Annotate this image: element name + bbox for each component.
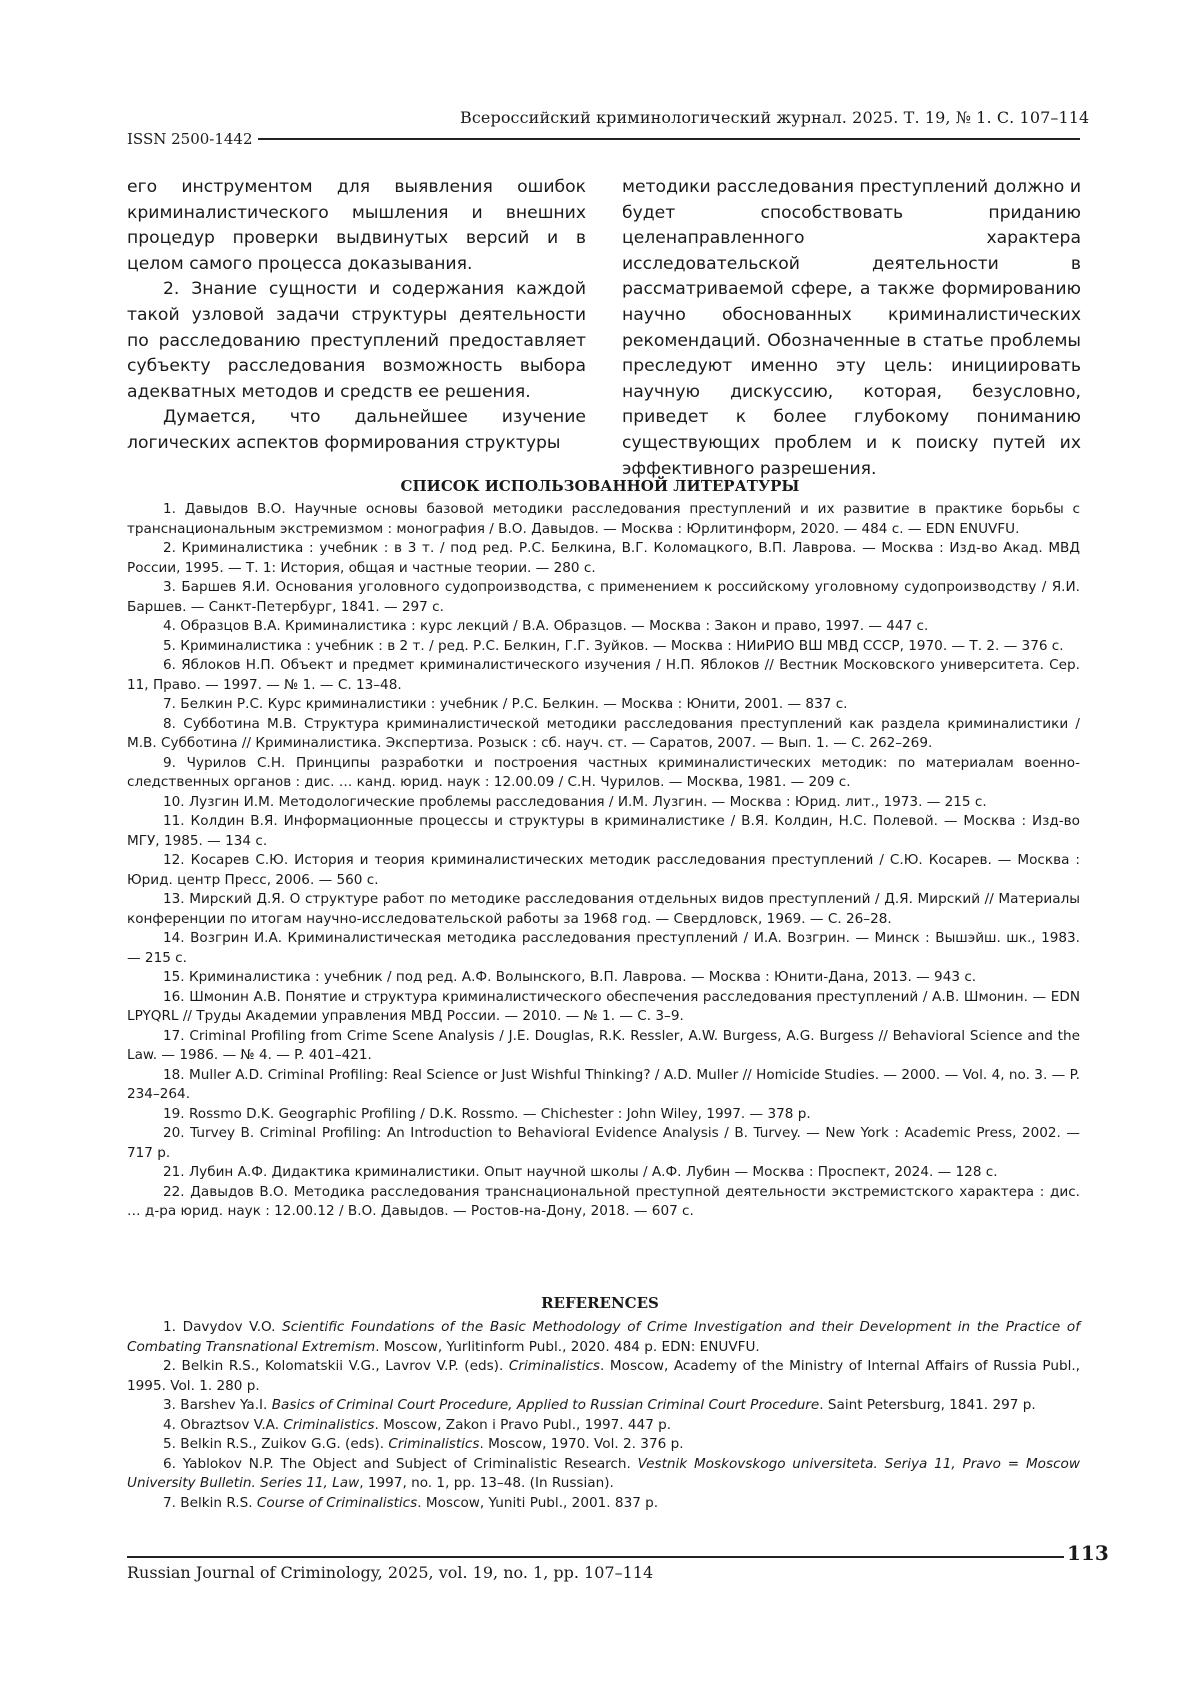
reference-title: Scientific Foundations of the Basic Methodology of Crime Investigation and their Development in the Practice of Combating Transnational Extremism [127, 1319, 1080, 1355]
reference-title: Course of Criminalistics [256, 1494, 418, 1511]
references-ru-list [127, 500, 1080, 1222]
reference-item: 9. Чурилов С.Н. Принципы разработки и построения частных криминалистических методик: по материалам военно-следственных органов : дис. … канд. юрид. наук : 12.00.09 / С.Н. Чурилов. — Москва, 1981. — 209 с. [127, 754, 1080, 790]
body-paragraph: его инструментом для выявления ошибок криминалистического мышления и внешних процедур проверки выдвинутых версий и в целом самого процесса доказывания. [127, 177, 586, 274]
reference-item: 12. Косарев С.Ю. История и теория криминалистических методик расследования преступлений / С.Ю. Косарев. — Москва : Юрид. центр Пресс, 2006. — 560 с. [127, 852, 1080, 888]
reference-item: 3. Баршев Я.И. Основания уголовного судопроизводства, с применением к российскому уголовному судопроизводству / Я.И. Баршев. — Санкт-Петербург, 1841. — 297 с. [127, 579, 1080, 615]
reference-item: 6. Яблоков Н.П. Объект и предмет криминалистического изучения / Н.П. Яблоков // Вестник Московского университета. Сер. 11, Право. — 1997. — № 1. — С. 13–48. [127, 657, 1080, 693]
issn-label: ISSN 2500-1442 [127, 130, 253, 148]
header-rule [258, 138, 1080, 140]
page-number: 113 [1067, 1541, 1109, 1565]
reference-item: 1. Давыдов В.О. Научные основы базовой методики расследования преступлений и их развитие в практике борьбы с транснациональным экстремизмом : монография / В.О. Давыдов. — Москва : Юрлитинформ, 2020. — 484 с. — EDN ENUVFU. [127, 501, 1080, 537]
reference-item: 5. Belkin R.S., Zuikov G.G. (eds). Criminalistics. Moscow, 1970. Vol. 2. 376 p. [163, 1436, 684, 1452]
reference-item: 11. Колдин В.Я. Информационные процессы и структуры в криминалистике / В.Я. Колдин, Н.С. Полевой. — Москва : Изд-во МГУ, 1985. — 134 с. [127, 813, 1080, 849]
reference-title: Criminalistics [508, 1358, 601, 1374]
reference-item: 4. Образцов В.А. Криминалистика : курс лекций / В.А. Образцов. — Москва : Закон и право, 1997. — 447 с. [163, 618, 929, 634]
reference-item: 2. Криминалистика : учебник : в 3 т. / под ред. Р.С. Белкина, В.Г. Коломацкого, В.П. Лаврова. — Москва : Изд-во Акад. МВД России, 1995. — Т. 1: История, общая и частные теории. — 280 с. [127, 540, 1080, 576]
body-paragraph: методики расследования преступлений должно и будет способствовать приданию целенаправленного характера исследовательской деятельности в рассматриваемой сфере, а также формированию научно обоснованных криминалистических рекомендаций. Обозначенные в статье проблемы преследуют именно эту цель: инициировать научную дискуссию, которая, безусловно, приведет к более глубокому пониманию существующих проблем и к поиску путей их эффективного разрешения. [622, 177, 1081, 479]
reference-item: 7. Belkin R.S. Course of Criminalistics. Moscow, Yuniti Publ., 2001. 837 p. [163, 1494, 659, 1511]
reference-item: 22. Давыдов В.О. Методика расследования транснациональной преступной деятельности экстремистского характера : дис. … д-ра юрид. наук : 12.00.12 / В.О. Давыдов. — Ростов-на-Дону, 2018. — 607 с. [127, 1183, 1080, 1219]
body-paragraph: 2. Знание сущности и содержания каждой такой узловой задачи структуры деятельности по расследованию преступлений предоставляет субъекту расследования возможность выбора адекватных методов и средств ее решения. [127, 279, 586, 402]
reference-item: 18. Muller A.D. Criminal Profiling: Real Science or Just Wishful Thinking? / A.D. Muller // Homicide Studies. — 2000. — Vol. 4, no. 3. — P. 234–264. [127, 1066, 1080, 1102]
reference-item: 5. Криминалистика : учебник : в 2 т. / ред. Р.С. Белкин, Г.Г. Зуйков. — Москва : НИиРИО ВШ МВД СССР, 1970. — Т. 2. — 376 с. [163, 637, 1064, 654]
body-column-right [622, 175, 1081, 482]
body-column-left [127, 175, 586, 457]
reference-item: 16. Шмонин А.В. Понятие и структура криминалистического обеспечения расследования преступлений / А.В. Шмонин. — EDN LPYQRL // Труды Академии управления МВД России. — 2010. — № 1. — С. 3–9. [127, 988, 1080, 1024]
reference-item: 7. Белкин Р.С. Курс криминалистики : учебник / Р.С. Белкин. — Москва : Юнити, 2001. — 837 с. [163, 696, 848, 712]
reference-item: 21. Лубин А.Ф. Дидактика криминалистики. Опыт научной школы / А.Ф. Лубин — Москва : Проспект, 2024. — 128 с. [163, 1164, 998, 1180]
reference-title: Criminalistics [388, 1436, 480, 1452]
reference-item: 8. Субботина М.В. Структура криминалистической методики расследования преступлений как раздела криминалистики / М.В. Субботина // Криминалистика. Экспертиза. Розыск : сб. науч. ст. — Саратов, 2007. — Вып. 1. — С. 262–269. [127, 715, 1080, 751]
reference-title: Vestnik Moskovskogo universiteta. Seriya 11, Pravo = Moscow University Bulletin. Series 11, Law [127, 1455, 1080, 1491]
reference-item: 17. Criminal Profiling from Crime Scene Analysis / J.E. Douglas, R.K. Ressler, A.W. Burgess, A.G. Burgess // Behavioral Science and the Law. — 1986. — № 4. — P. 401–421. [127, 1027, 1080, 1063]
reference-item: 6. Yablokov N.P. The Object and Subject of Criminalistic Research. Vestnik Moskovskogo universiteta. Seriya 11, Pravo = Moscow University Bulletin. Series 11, Law, 1997, no. 1, pp. 13–48. (In Russian). [127, 1455, 1080, 1491]
references-en-title: REFERENCES [541, 1294, 659, 1312]
reference-item: 3. Barshev Ya.I. Basics of Criminal Court Procedure, Applied to Russian Criminal Court Procedure. Saint Petersburg, 1841. 297 p. [163, 1397, 1036, 1413]
reference-title: Basics of Criminal Court Procedure, Applied to Russian Criminal Court Procedure [271, 1397, 820, 1413]
references-en-list [127, 1318, 1080, 1513]
references-ru-title: СПИСОК ИСПОЛЬЗОВАННОЙ ЛИТЕРАТУРЫ [400, 477, 800, 495]
reference-item: 2. Belkin R.S., Kolomatskii V.G., Lavrov V.P. (eds). Criminalistics. Moscow, Academy of the Ministry of Internal Affairs of Russia Publ., 1995. Vol. 1. 280 p. [127, 1358, 1080, 1394]
reference-item: 20. Turvey B. Criminal Profiling: An Introduction to Behavioral Evidence Analysis / B. Turvey. — New York : Academic Press, 2002. — 717 p. [127, 1125, 1080, 1161]
reference-item: 10. Лузгин И.М. Методологические проблемы расследования / И.М. Лузгин. — Москва : Юрид. лит., 1973. — 215 с. [163, 793, 987, 810]
running-header-journal: Всероссийский криминологический журнал. 2025. Т. 19, № 1. С. 107–114 [460, 108, 1090, 127]
reference-item: 15. Криминалистика : учебник / под ред. А.Ф. Волынского, В.П. Лаврова. — Москва : Юнити-Дана, 2013. — 943 с. [163, 969, 977, 985]
body-paragraph: Думается, что дальнейшее изучение логических аспектов формирования структуры [127, 407, 586, 453]
reference-item: 4. Obraztsov V.A. Criminalistics. Moscow, Zakon i Pravo Publ., 1997. 447 p. [163, 1416, 672, 1433]
reference-item: 14. Возгрин И.А. Криминалистическая методика расследования преступлений / И.А. Возгрин. — Минск : Вышэйш. шк., 1983. — 215 с. [127, 930, 1080, 966]
reference-item: 1. Davydov V.O. Scientific Foundations of the Basic Methodology of Crime Investigation and their Development in the Practice of Combating Transnational Extremism. Moscow, Yurlitinform Publ., 2020. 484 p. EDN: ENUVFU. [127, 1319, 1080, 1355]
footer-rule [127, 1556, 1064, 1558]
reference-item: 13. Мирский Д.Я. О структуре работ по методике расследования отдельных видов преступлений / Д.Я. Мирский // Материалы конференции по итогам научно-исследовательской работы за 1968 год. — Свердловск, 1969. — С. 26–28. [127, 891, 1080, 927]
running-footer-journal: Russian Journal of Criminology, 2025, vol. 19, no. 1, pp. 107–114 [127, 1563, 654, 1582]
reference-title: Criminalistics [283, 1416, 375, 1433]
reference-item: 19. Rossmo D.K. Geographic Profiling / D.K. Rossmo. — Chichester : John Wiley, 1997. — 378 p. [163, 1105, 811, 1122]
